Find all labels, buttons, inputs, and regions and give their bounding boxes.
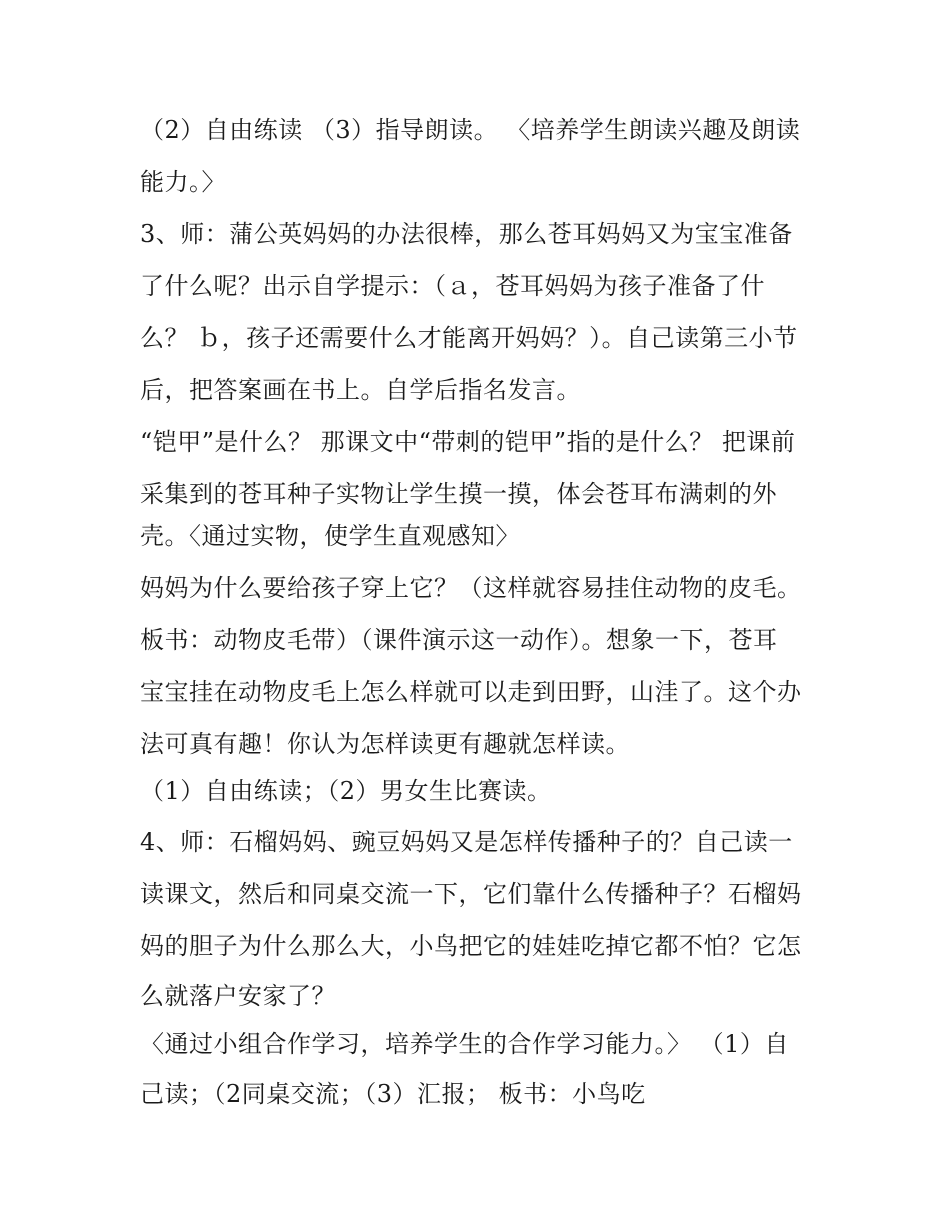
text-line: 能力。〉 [140, 168, 226, 196]
text-line: 么？ ｂ，孩子还需要什么才能离开妈妈？）。自己读第三小节 [140, 324, 798, 352]
text-line: 读课文，然后和同桌交流一下，它们靠什么传播种子？石榴妈 [140, 880, 802, 908]
text-line: 4、师：石榴妈妈、豌豆妈妈又是怎样传播种子的？自己读一 [140, 828, 793, 856]
text-line: 3、师：蒲公英妈妈的办法很棒，那么苍耳妈妈又为宝宝准备 [140, 220, 793, 248]
text-line: 么就落户安家了？ [140, 982, 336, 1010]
text-line: 己读；（2同桌交流；（3）汇报； 板书：小鸟吃 [140, 1080, 646, 1108]
text-line: 法可真有趣！你认为怎样读更有趣就怎样读。 [140, 730, 630, 758]
text-line: 妈妈为什么要给孩子穿上它？（这样就容易挂住动物的皮毛。 [140, 574, 802, 602]
text-line: 〈通过小组合作学习，培养学生的合作学习能力。〉 （1）自 [140, 1030, 789, 1058]
text-line: 采集到的苍耳种子实物让学生摸一摸，体会苍耳布满刺的外 [140, 480, 777, 508]
text-line: 后，把答案画在书上。自学后指名发言。 [140, 376, 581, 404]
text-line: “铠甲”是什么？ 那课文中“带刺的铠甲”指的是什么？ 把课前 [140, 428, 796, 456]
text-line: 了什么呢？出示自学提示：（ａ，苍耳妈妈为孩子准备了什 [140, 272, 765, 300]
text-line: 妈的胆子为什么那么大，小鸟把它的娃娃吃掉它都不怕？它怎 [140, 932, 802, 960]
text-line: 宝宝挂在动物皮毛上怎么样就可以走到田野，山洼了。这个办 [140, 678, 802, 706]
text-line: （1）自由练读；（2）男女生比赛读。 [140, 777, 552, 805]
text-line: 壳。〈通过实物，使学生直观感知〉 [140, 522, 520, 550]
text-line: （2）自由练读 （3）指导朗读。 〈培养学生朗读兴趣及朗读 [140, 116, 801, 144]
text-line: 板书：动物皮毛带）（课件演示这一动作）。想象一下，苍耳 [140, 626, 778, 654]
